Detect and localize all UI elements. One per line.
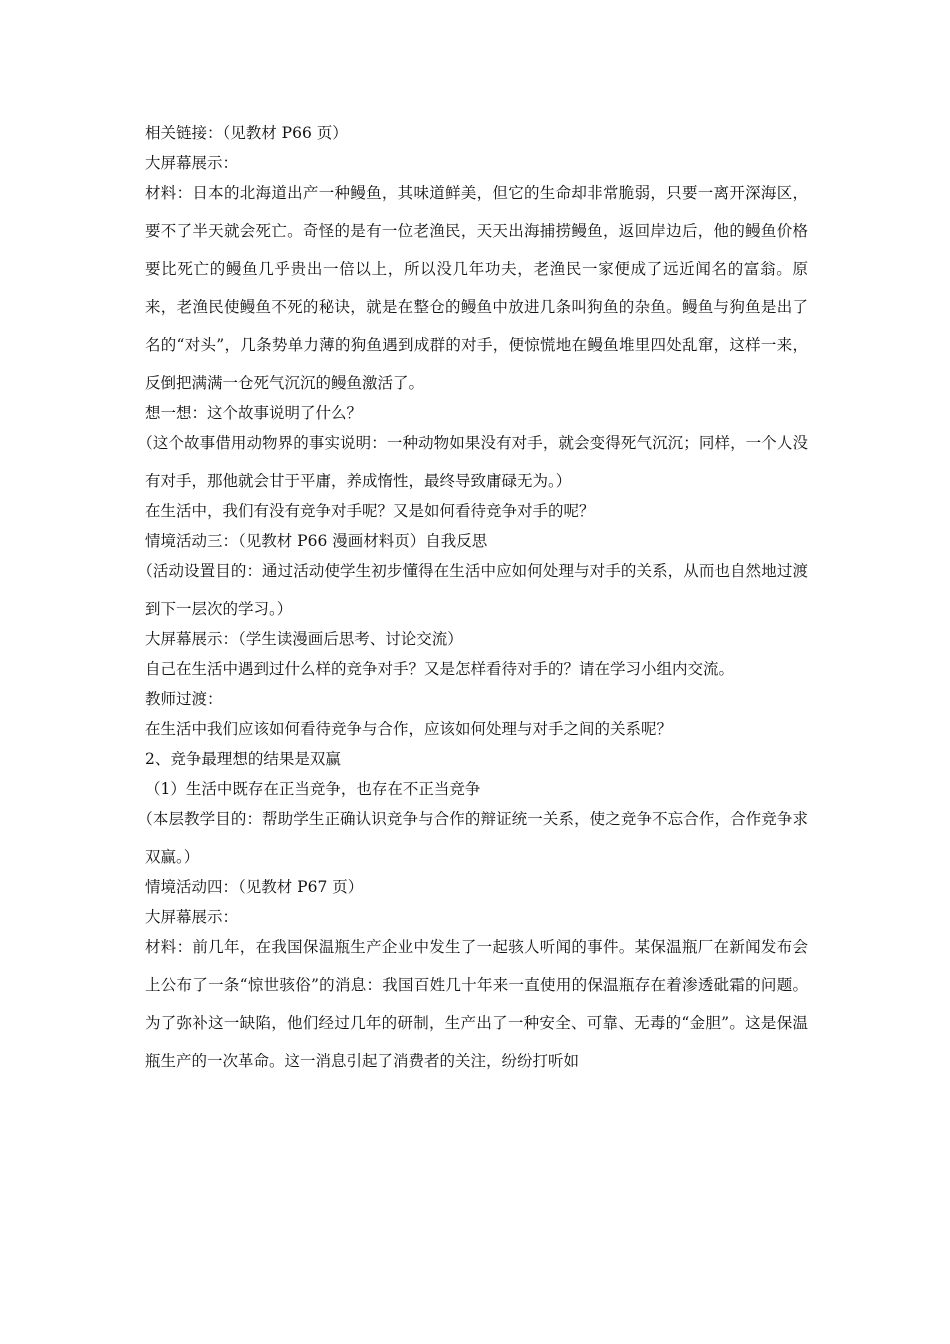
related-link-line: 相关链接：（见教材 P66 页） xyxy=(145,124,348,142)
section-2-heading: 2、竞争最理想的结果是双赢 xyxy=(145,750,341,768)
activity-three-line: 情境活动三：（见教材 P66 漫画材料页）自我反思 xyxy=(145,532,488,550)
competitor-question-line: 在生活中，我们有没有竞争对手呢？又是如何看待竞争对手的呢？ xyxy=(145,502,595,520)
teacher-transition-heading: 教师过渡： xyxy=(145,690,223,708)
subsection-1-heading: （1）生活中既存在正当竞争，也存在不正当竞争 xyxy=(145,780,481,798)
screen-display-heading-2: 大屏幕展示： xyxy=(145,908,239,926)
activity-four-line: 情境活动四：（见教材 P67 页） xyxy=(145,878,364,896)
screen-display-heading: 大屏幕展示： xyxy=(145,154,239,172)
screen-display-discussion-line: 大屏幕展示：（学生读漫画后思考、讨论交流） xyxy=(145,630,463,648)
group-exchange-line: 自己在生活中遇到过什么样的竞争对手？又是怎样看待对手的？请在学习小组内交流。 xyxy=(145,660,735,678)
think-question-line: 想一想：这个故事说明了什么？ xyxy=(145,404,363,422)
thermos-story-paragraph: 材料：前几年，在我国保温瓶生产企业中发生了一起骇人听闻的事件。某保温瓶厂在新闻发布会上公布了一条“惊世骇俗”的消息：我国百姓几十年来一直使用的保温瓶存在着渗透砒霜的问题。为了弥补这一缺陷，他们经过几年的研制，生产出了一种安全、可靠、无毒的“金胆”。这是保温瓶生产的一次革命。这一消息引起了消费者的关注，纷纷打听如 xyxy=(145,938,808,1070)
teaching-purpose-paragraph: （本层教学目的：帮助学生正确认识竞争与合作的辩证统一关系，使之竞争不忘合作，合作竞争求双赢。） xyxy=(137,810,808,866)
eel-story-paragraph: 材料：日本的北海道出产一种鳗鱼，其味道鲜美，但它的生命却非常脆弱，只要一离开深海区，要不了半天就会死亡。奇怪的是有一位老渔民，天天出海捕捞鳗鱼，返回岸边后，他的鳗鱼价格要比死亡的鳗鱼几乎贵出一倍以上，所以没几年功夫，老渔民一家便成了远近闻名的富翁。原来，老渔民使鳗鱼不死的秘诀，就是在整仓的鳗鱼中放进几条叫狗鱼的杂鱼。鳗鱼与狗鱼是出了名的“对头”，几条势单力薄的狗鱼遇到成群的对手，便惊慌地在鳗鱼堆里四处乱窜，这样一来，反倒把满满一仓死气沉沉的鳗鱼激活了。 xyxy=(145,184,808,392)
story-explanation-paragraph: （这个故事借用动物界的事实说明：一种动物如果没有对手，就会变得死气沉沉；同样，一个人没有对手，那他就会甘于平庸，养成惰性，最终导致庸碌无为。） xyxy=(137,434,808,490)
activity-purpose-paragraph: （活动设置目的：通过活动使学生初步懂得在生活中应如何处理与对手的关系，从而也自然地过渡到下一层次的学习。） xyxy=(137,562,808,618)
transition-question-line: 在生活中我们应该如何看待竞争与合作，应该如何处理与对手之间的关系呢？ xyxy=(145,720,673,738)
document-page xyxy=(137,118,808,1076)
